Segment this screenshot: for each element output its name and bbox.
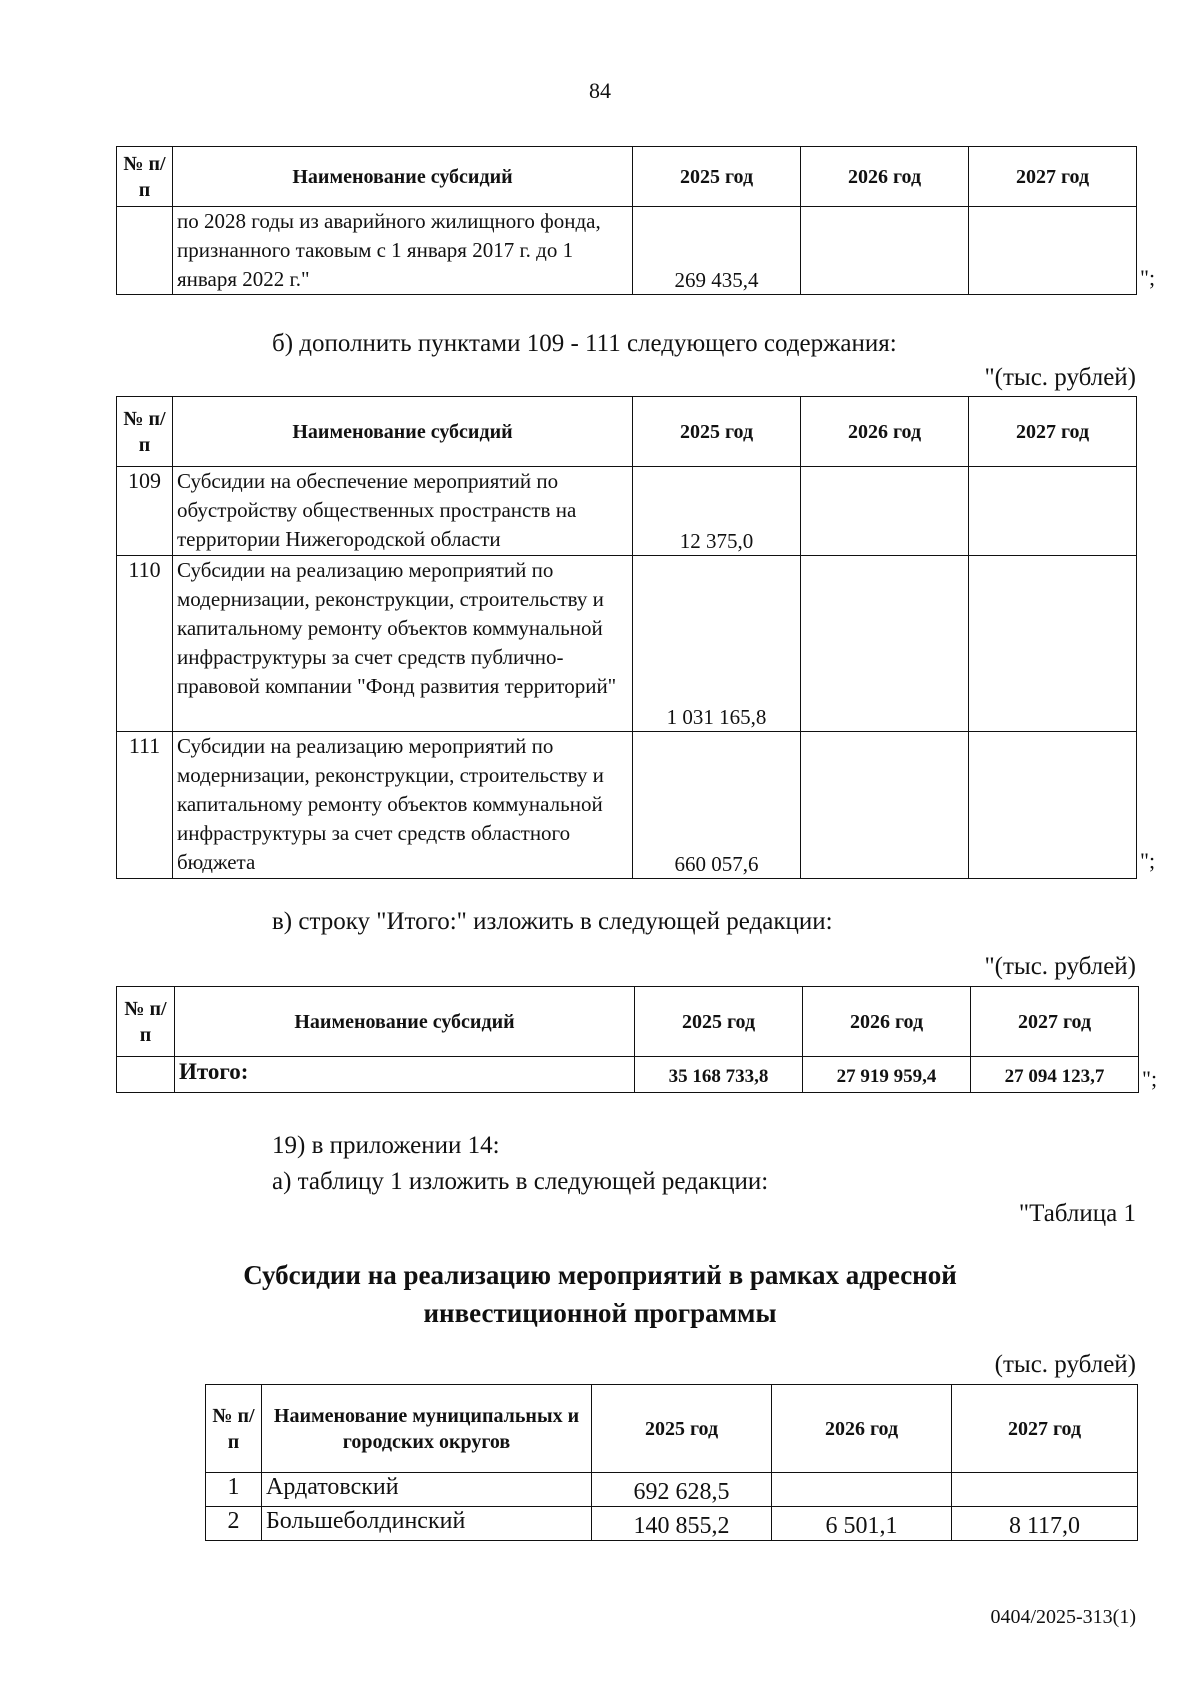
header-2026: 2026 год	[803, 987, 971, 1057]
header-2027: 2027 год	[969, 147, 1137, 207]
row-name: Субсидии на реализацию мероприятий по модернизации, реконструкции, строительству и капитальному ремонту объектов коммунальной инфраструктуры за счет средств публично-правовой компании "Фонд развития территорий"	[173, 556, 633, 732]
header-municipality: Наименование муниципальных и городских округов	[262, 1385, 592, 1473]
row-name: Субсидии на реализацию мероприятий по модернизации, реконструкции, строительству и капитальному ремонту объектов коммунальной инфраструктуры за счет средств областного бюджета	[173, 732, 633, 879]
unit-label: (тыс. рублей)	[994, 1351, 1136, 1378]
closing-quote: ";	[1140, 265, 1156, 290]
subsidy-table-additions	[116, 396, 1137, 879]
row-2025: 1 031 165,8	[633, 556, 801, 732]
header-2025: 2025 год	[592, 1385, 772, 1473]
unit-label: "(тыс. рублей)	[984, 953, 1136, 980]
header-2025: 2025 год	[633, 147, 801, 207]
total-num	[117, 1057, 175, 1093]
header-2026: 2026 год	[801, 397, 969, 467]
paragraph-19: 19) в приложении 14:	[272, 1132, 500, 1159]
closing-quote: ";	[1140, 848, 1156, 873]
header-2027: 2027 год	[969, 397, 1137, 467]
table-row	[117, 556, 1137, 732]
table-row	[117, 467, 1137, 556]
paragraph-v: в) строку "Итого:" изложить в следующей редакции:	[272, 908, 833, 935]
row-num: 2	[206, 1507, 262, 1541]
row-num: 110	[117, 556, 173, 732]
header-num: № п/п	[117, 987, 175, 1057]
table-cell-num	[117, 207, 173, 295]
row-name: Большеболдинский	[262, 1507, 592, 1541]
table-title-line1: Субсидии на реализацию мероприятий в рамках адресной	[243, 1260, 957, 1290]
row-num: 1	[206, 1473, 262, 1507]
table-row	[117, 732, 1137, 879]
table-cell-2025: 269 435,4	[633, 207, 801, 295]
row-2027	[952, 1473, 1138, 1507]
table-cell-2027	[969, 207, 1137, 295]
total-2025: 35 168 733,8	[635, 1057, 803, 1093]
paragraph-a: а) таблицу 1 изложить в следующей редакции:	[272, 1168, 769, 1195]
header-2025: 2025 год	[635, 987, 803, 1057]
row-2027	[969, 732, 1137, 879]
row-name: Ардатовский	[262, 1473, 592, 1507]
subsidy-table-continued	[116, 146, 1137, 295]
header-2026: 2026 год	[772, 1385, 952, 1473]
closing-quote: ";	[1142, 1066, 1158, 1091]
document-code: 0404/2025-313(1)	[990, 1606, 1136, 1628]
table-title-line2: инвестиционной программы	[423, 1298, 777, 1328]
row-2026	[801, 556, 969, 732]
total-row	[117, 1057, 1139, 1093]
header-2025: 2025 год	[633, 397, 801, 467]
row-name: Субсидии на обеспечение мероприятий по обустройству общественных пространств на территории Нижегородской области	[173, 467, 633, 556]
row-2026: 6 501,1	[772, 1507, 952, 1541]
header-name: Наименование субсидий	[173, 397, 633, 467]
row-2025: 660 057,6	[633, 732, 801, 879]
table-row	[206, 1473, 1138, 1507]
table-cell-name: по 2028 годы из аварийного жилищного фонда, признанного таковым с 1 января 2017 г. до 1 января 2022 г."	[173, 207, 633, 295]
row-2027: 8 117,0	[952, 1507, 1138, 1541]
header-2026: 2026 год	[801, 147, 969, 207]
header-name: Наименование субсидий	[175, 987, 635, 1057]
page-number: 84	[589, 78, 611, 103]
total-table	[116, 986, 1139, 1093]
header-num: № п/п	[206, 1385, 262, 1473]
table-label: "Таблица 1	[1018, 1200, 1136, 1227]
header-name: Наименование субсидий	[173, 147, 633, 207]
row-num: 109	[117, 467, 173, 556]
municipal-table	[205, 1384, 1138, 1541]
row-2027	[969, 556, 1137, 732]
header-num: № п/п	[117, 397, 173, 467]
row-2026	[801, 732, 969, 879]
table-cell-2026	[801, 207, 969, 295]
unit-label: "(тыс. рублей)	[984, 364, 1136, 391]
row-2025: 692 628,5	[592, 1473, 772, 1507]
row-2026	[772, 1473, 952, 1507]
row-num: 111	[117, 732, 173, 879]
row-2025: 12 375,0	[633, 467, 801, 556]
table-row	[206, 1507, 1138, 1541]
row-2025: 140 855,2	[592, 1507, 772, 1541]
row-2027	[969, 467, 1137, 556]
header-num: № п/п	[117, 147, 173, 207]
paragraph-b: б) дополнить пунктами 109 - 111 следующего содержания:	[272, 330, 897, 357]
row-2026	[801, 467, 969, 556]
header-2027: 2027 год	[971, 987, 1139, 1057]
total-label: Итого:	[175, 1057, 635, 1093]
header-2027: 2027 год	[952, 1385, 1138, 1473]
total-2027: 27 094 123,7	[971, 1057, 1139, 1093]
total-2026: 27 919 959,4	[803, 1057, 971, 1093]
